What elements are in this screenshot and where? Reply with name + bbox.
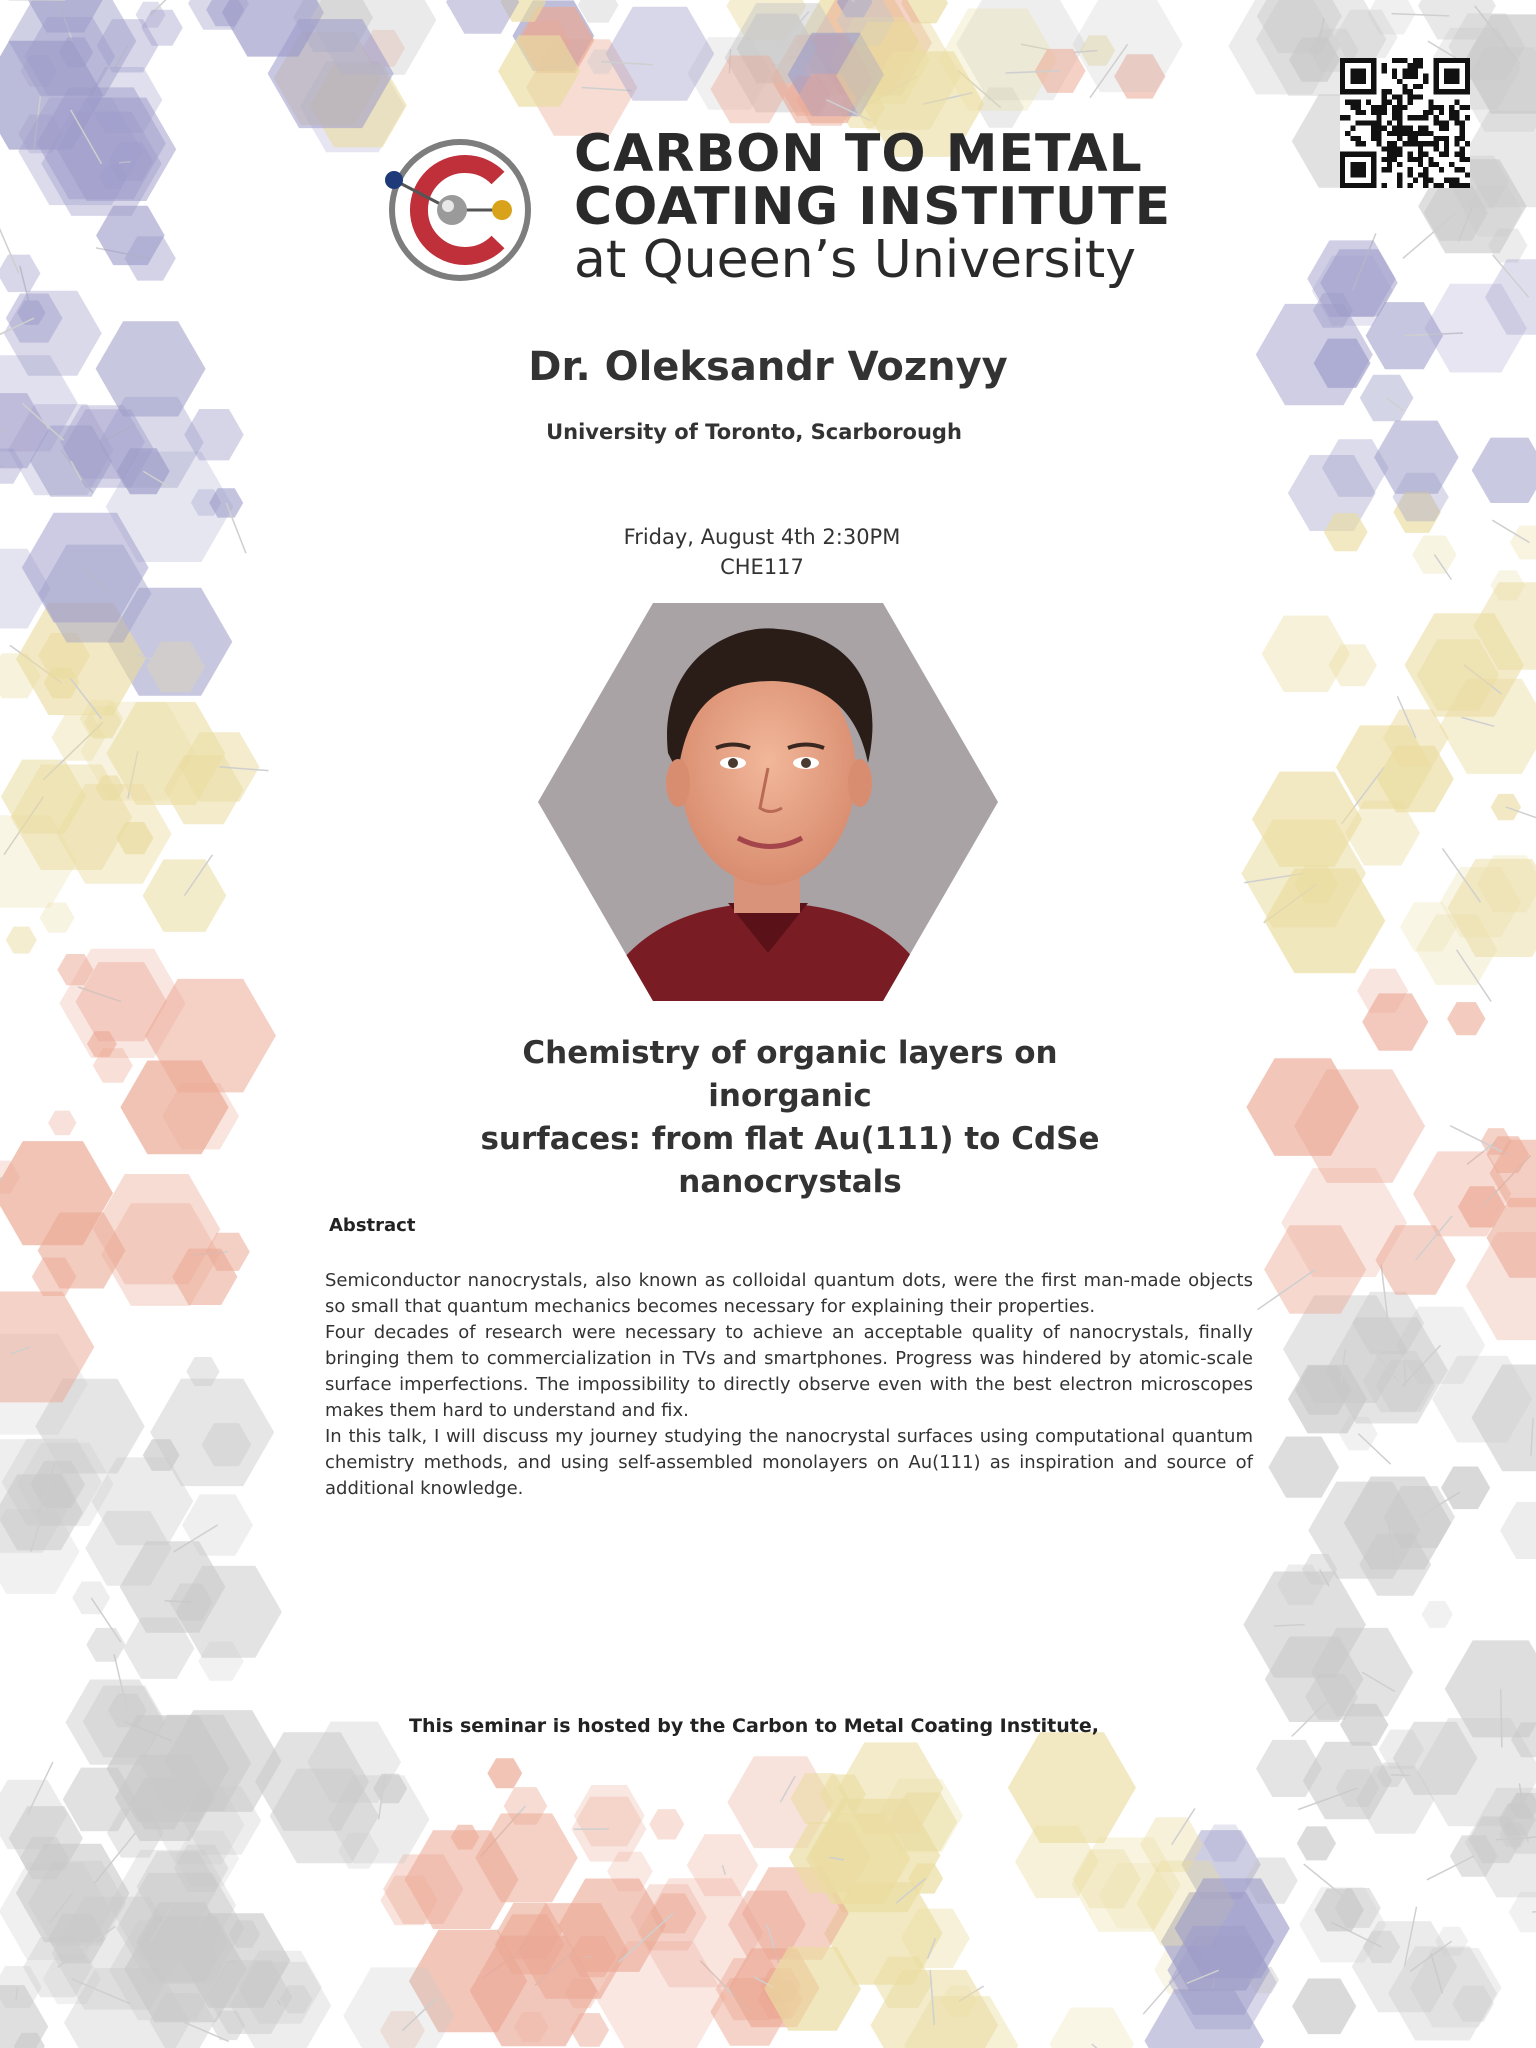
background-hexagon [1472, 438, 1536, 503]
talk-title-line-1: Chemistry of organic layers on inorganic [522, 1035, 1058, 1114]
background-hexagon [487, 1758, 522, 1788]
background-hexagon [1447, 1002, 1485, 1035]
background-hexagon [1073, 0, 1183, 92]
background-hexagon [1268, 1437, 1339, 1498]
abstract-paragraph-2: Four decades of research were necessary to achieve an acceptable quality of nanocrystals, finally bringing them to commercialization in TVs and smartphones. Progress was hindered by atomic-scale surface imperfections. The impossibility to directly observe even with the best electron microscopes makes them hard to understand and fix. [325, 1322, 1253, 1421]
background-hexagon [1441, 1467, 1490, 1510]
event-details [0, 522, 1530, 582]
host-note: This seminar is hosted by the Carbon to Metal Coating Institute, [409, 1715, 1099, 1737]
background-hexagon [1292, 1979, 1356, 2035]
abstract-body [325, 1268, 1253, 1502]
talk-title-line-2: surfaces: from flat Au(111) to CdSe [480, 1121, 1100, 1157]
speaker-photo [538, 603, 998, 1001]
background-hexagon [86, 1628, 125, 1662]
abstract-paragraph-1: Semiconductor nanocrystals, also known as colloidal quantum dots, were the first man-made objects so small that quantum mechanics becomes necessary for explaining their properties. [325, 1270, 1253, 1317]
qr-code-icon[interactable] [1340, 58, 1470, 188]
institute-name-line-3: at Queen’s University [574, 230, 1137, 290]
background-hexagon [143, 859, 227, 932]
abstract-paragraph-3: In this talk, I will discuss my journey studying the nanocrystal surfaces using computational quantum chemistry methods, and using self-assembled monolayers on Au(111) as inspiration and source of additional knowledge. [325, 1426, 1253, 1499]
background-hexagon [1422, 1601, 1453, 1628]
background-hexagon [1050, 2008, 1134, 2048]
talk-title [440, 1032, 1140, 1204]
institute-logo-icon [380, 130, 540, 290]
background-hexagon [446, 0, 519, 34]
event-room: CHE117 [720, 555, 804, 579]
speaker-affiliation: University of Toronto, Scarborough [546, 420, 962, 444]
institute-name-line-2: COATING INSTITUTE [574, 177, 1172, 237]
event-datetime: Friday, August 4th 2:30PM [623, 525, 901, 549]
background-hexagon [6, 927, 37, 954]
speaker-name: Dr. Oleksandr Voznyy [528, 344, 1008, 390]
background-hexagon [1297, 1826, 1336, 1860]
abstract-heading: Abstract [329, 1215, 416, 1236]
background-hexagon [1509, 1892, 1536, 1932]
background-hexagon [649, 1809, 684, 1839]
institute-name-line-1: CARBON TO METAL [574, 124, 1143, 184]
background-hexagon [0, 255, 40, 293]
background-hexagon [48, 1111, 76, 1136]
background-hexagon [1500, 1502, 1536, 1559]
talk-title-line-3: nanocrystals [678, 1164, 902, 1200]
